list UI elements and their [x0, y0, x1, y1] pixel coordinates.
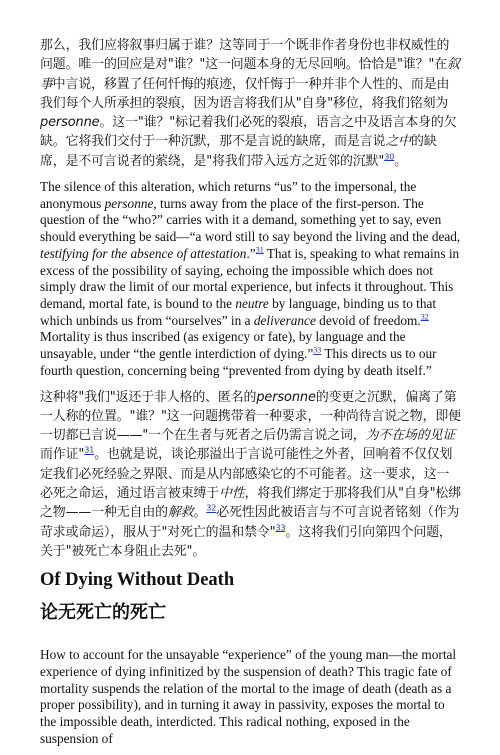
text-run: by language, binding us to that which unbinds us from “ourselves” in a — [40, 296, 437, 328]
footnote-ref[interactable]: 32 — [420, 312, 429, 322]
italic-text: 中性 — [219, 486, 245, 501]
text-run: 。 — [394, 153, 407, 169]
text-run: .” — [246, 245, 256, 261]
text-run: ，将我们绑定于那将我们从"自身"松绑之物——一种无自由的 — [40, 486, 461, 521]
text-run: 的变更之沉默，偏离了第一人称的位置。"谁？"这一问题携带着一种要求，一种尚待言说之物，即便一切都已言说——"一个在生者与死者之后仍需言说之词， — [40, 389, 461, 444]
italic-text: personne — [256, 389, 316, 405]
section-heading-zh: 论无死亡的死亡 — [40, 602, 166, 624]
text-run: The silence of this alteration, which returns “us” to the impersonal, the anonymous — [40, 179, 417, 211]
paragraph-zh-2 — [40, 388, 462, 562]
text-run: 的缺席，是不可言说者的萦绕，是"将我们带入远方之近邻的沉默" — [40, 134, 437, 169]
text-run: 而作证" — [40, 447, 85, 463]
italic-text: personne — [104, 195, 154, 211]
text-run: That is, speaking to what remains in excess of the possibility of saying, echoing the impossible which does not simply draw the limit of our mortal experience, but infects it throughout. This demand, mortal fate, is bound to the — [40, 245, 460, 311]
italic-text: deliverance — [253, 312, 316, 328]
text-run: 必死性因此被语言与不可言说者铭刻（作为苛求或命运），服从于"对死亡的温和禁令" — [40, 505, 460, 540]
text-run: 中言说，移置了任何忏悔的痕迹，仅忏悔于一种并非个人性的、而是由我们每个人所承担的裂痕，因为语言将我们从"自身"移位，将我们铭刻为 — [40, 76, 450, 111]
text-run: Mortality is thus inscribed (as exigency or fate), by language and the unsayable, under “the gentle interdiction of dying.” — [40, 329, 406, 362]
text-run: 这种将"我们"返还于非人格的、匿名的 — [40, 389, 257, 405]
italic-text: testifying for the absence of attestation — [40, 245, 247, 261]
paragraph-en-1 — [40, 179, 462, 379]
text-run: 。也就是说，谈论那溢出于言说可能性之外者，回响着不仅仅划定我们必死经验之界限、而是从内部感染它的不可能者。这一要求，这一必死之命运，通过语言被束缚于 — [40, 447, 453, 501]
text-run: 。 — [193, 505, 207, 521]
italic-text: 解救 — [167, 505, 194, 521]
text-run: , turns away from the place of the first-person. The question of the “who?” carries with it a demand, something yet to say, even should everything be said—“a word still to say beyond the living and the dead, — [40, 195, 461, 245]
italic-text: 为不在场的见证 — [365, 428, 456, 444]
footnote-ref[interactable]: 33 — [275, 523, 286, 533]
italic-text: personne — [40, 115, 100, 131]
paragraph-en-2 — [40, 647, 462, 747]
footnote-ref[interactable]: 33 — [313, 345, 322, 355]
italic-text: neutre — [235, 296, 269, 311]
footnote-ref[interactable]: 31 — [255, 245, 264, 255]
text-run: How to account for the unsayable “experience” of the young man—the mortal experience of dying infinitized by the suspension of death? This tragic fate of mortality suspends the relation of the mortal to the image of death (death as a proper possibility), and in turning it away in passivity, exposes the mortal to the impossible death, interdicted. This radical nothing, exposed in the suspension of — [40, 647, 457, 746]
italic-text: 之中 — [385, 134, 411, 150]
text-run: 。这将我们引向第四个问题，关于"被死亡本身阻止去死"。 — [40, 524, 452, 559]
paragraph-zh-1 — [40, 36, 462, 171]
text-run: 。这一"谁？"标记着我们必死的裂痕，语言之中及语言本身的欠缺。它将我们交付于一种沉默，那不是言说的缺席，而是言说 — [40, 115, 457, 150]
text-run: devoid of freedom. — [315, 312, 421, 328]
text-run: This directs us to our fourth question, concerning being “prevented from dying by death itself.” — [40, 346, 437, 378]
footnote-ref[interactable]: 31 — [84, 446, 95, 456]
footnote-ref[interactable]: 32 — [206, 504, 217, 513]
footnote-ref[interactable]: 30 — [384, 152, 395, 162]
text-run: 那么，我们应将叙事归属于谁？这等同于一个既非作者身份也非权威性的问题。唯一的回应是对"谁？"这一问题本身的无尽回响。恰恰是"谁？"在 — [40, 38, 450, 73]
section-heading-en: Of Dying Without Death — [40, 570, 235, 591]
italic-text: 叙事 — [40, 57, 460, 92]
document-page — [40, 36, 462, 755]
